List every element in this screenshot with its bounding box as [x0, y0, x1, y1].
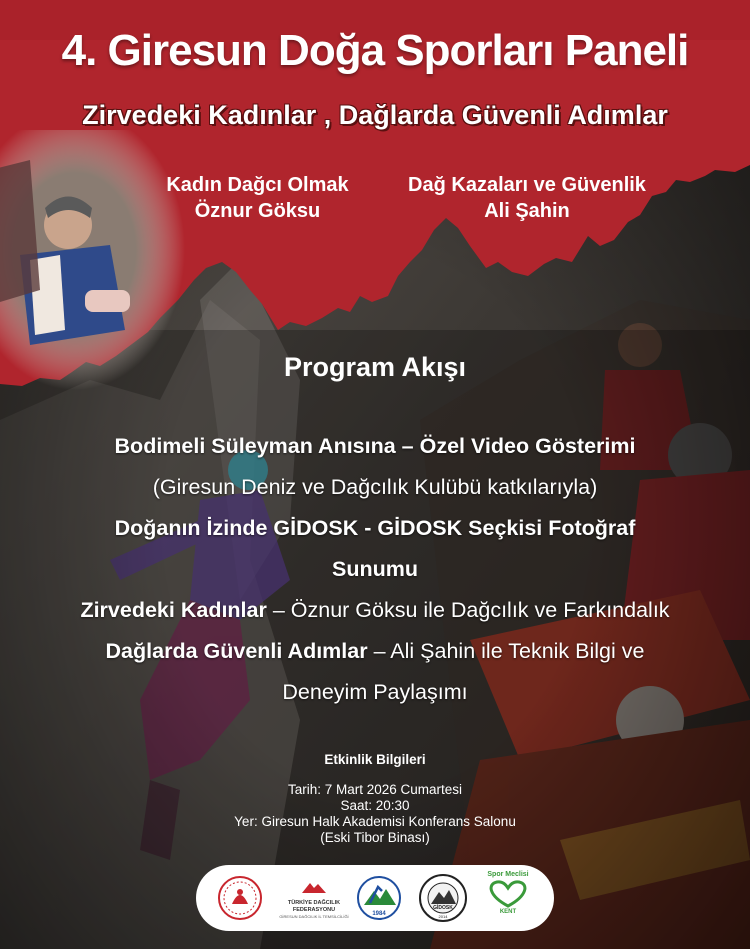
gidosk-logo-icon: [418, 873, 468, 923]
program-text: Deneyim Paylaşımı: [282, 680, 468, 704]
climber-photo: [0, 130, 190, 390]
program-line: [20, 467, 730, 508]
program-line: [20, 672, 730, 713]
speaker-card-1: [155, 172, 360, 224]
program-text: (Giresun Deniz ve Dağcılık Kulübü katkılarıyla): [152, 475, 598, 499]
speaker-name: Ali Şahin: [484, 200, 570, 222]
speaker-name: Öznur Göksu: [194, 200, 321, 222]
spor-meclisi-label: Spor Meclisi: [487, 871, 529, 878]
heart-icon: [479, 878, 537, 908]
poster-title: 4. Giresun Doğa Sporları Paneli: [61, 26, 689, 75]
federation-mountain-icon: [274, 879, 354, 895]
event-venue-note: (Eski Tibor Binası): [320, 830, 430, 845]
program-line: [20, 631, 730, 672]
club-year: 1984: [372, 911, 386, 917]
program-bold: Zirvedeki Kadınlar: [80, 598, 267, 622]
program-bold: Bodimeli Süleyman Anısına – Özel Video Gösterimi: [114, 434, 636, 458]
event-info: [205, 782, 545, 846]
program-bold: Sunumu: [332, 557, 418, 581]
federation-logo: [274, 879, 354, 920]
event-venue: Yer: Giresun Halk Akademisi Konferans Salonu: [234, 814, 516, 829]
federation-name: TÜRKİYE DAĞCILIK FEDERASYONU: [287, 900, 341, 913]
event-info-title: Etkinlik Bilgileri: [324, 752, 426, 767]
program-bold: Doğanın İzinde GİDOSK - GİDOSK Seçkisi Fotoğraf: [114, 516, 636, 540]
program-line: [20, 426, 730, 467]
program-list: [20, 426, 730, 713]
speaker-topic: Dağ Kazaları ve Güvenlik: [408, 174, 646, 196]
sponsor-logos-bar: [196, 865, 554, 931]
program-text: – Öznur Göksu ile Dağcılık ve Farkındalık: [266, 598, 670, 622]
program-line: [20, 549, 730, 590]
program-bold: Dağlarda Güvenli Adımlar: [105, 639, 368, 663]
speaker-card-2: [392, 172, 662, 224]
speaker-topic: Kadın Dağcı Olmak: [166, 174, 349, 196]
ministry-logo-icon: [216, 874, 264, 922]
program-line: [20, 508, 730, 549]
event-date: Tarih: 7 Mart 2026 Cumartesi: [287, 782, 463, 797]
event-time: Saat: 20:30: [340, 798, 410, 813]
kent-label: KENT: [499, 909, 517, 915]
gidosk-label: GİDOSK: [433, 905, 453, 911]
program-text: – Ali Şahin ile Teknik Bilgi ve: [367, 639, 645, 663]
program-line: [20, 590, 730, 631]
poster-subtitle: Zirvedeki Kadınlar , Dağlarda Güvenli Adımlar: [82, 100, 668, 130]
gidosk-year: 2014: [438, 914, 448, 919]
spor-meclisi-logo: [479, 871, 537, 925]
club-logo-icon: [356, 875, 402, 921]
federation-sub: GİRESUN DAĞCILIK İL TEMSİLCİLİĞİ: [279, 914, 349, 919]
program-title: Program Akışı: [283, 352, 467, 382]
